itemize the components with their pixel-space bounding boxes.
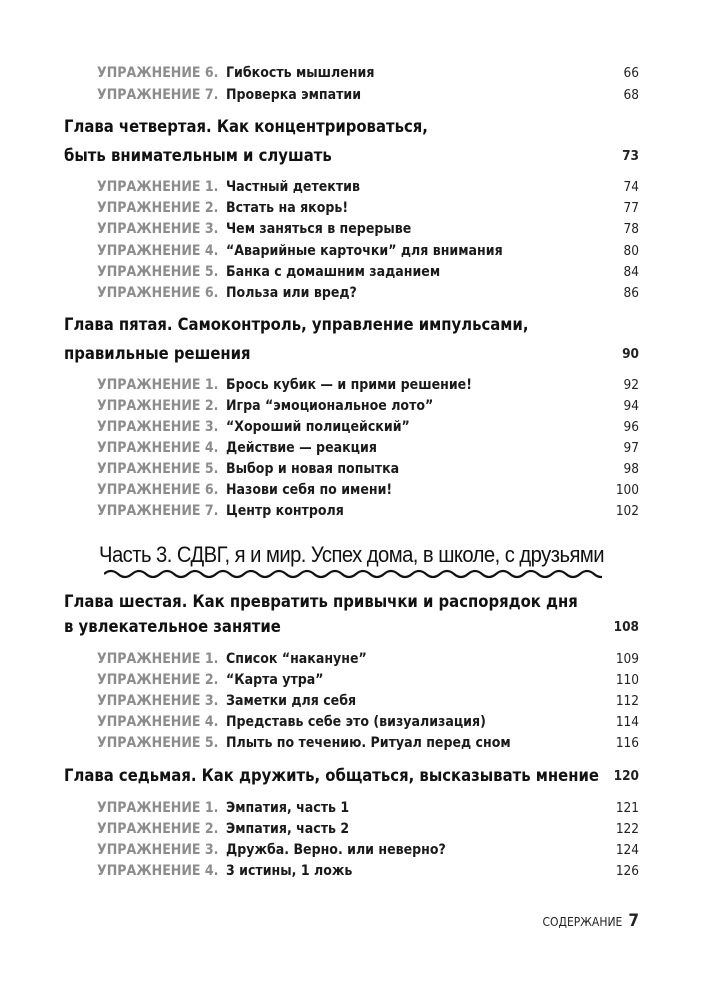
exercise-title: Центр контроля xyxy=(226,503,344,519)
page-ref: 78 xyxy=(623,221,639,237)
exercise-title: Заметки для себя xyxy=(226,693,357,709)
exercise-title: Дружба. Верно. или неверно? xyxy=(226,842,446,858)
chapter-heading xyxy=(0,314,703,336)
exercise-title: Брось кубик — и прими решение! xyxy=(226,377,472,393)
exercise-title: Польза или вред? xyxy=(226,285,357,301)
exercise-title: Чем заняться в перерыве xyxy=(226,221,412,237)
page-ref: 124 xyxy=(615,842,639,858)
page-ref: 110 xyxy=(615,672,639,688)
exercise-entry xyxy=(0,240,703,262)
page-ref: 116 xyxy=(615,735,639,751)
exercise-label: УПРАЖНЕНИЕ 7. xyxy=(97,87,219,103)
exercise-entry xyxy=(0,416,703,438)
exercise-entry xyxy=(0,176,703,198)
exercise-entry xyxy=(0,860,703,882)
exercise-entry xyxy=(0,374,703,396)
exercise-label: УПРАЖНЕНИЕ 3. xyxy=(97,842,219,858)
exercise-label: УПРАЖНЕНИЕ 4. xyxy=(97,714,219,730)
page-ref: 86 xyxy=(623,285,639,301)
exercise-title: Частный детектив xyxy=(226,179,360,195)
exercise-entry xyxy=(0,648,703,670)
exercise-title: Банка с домашним заданием xyxy=(226,264,441,280)
page-ref: 122 xyxy=(615,821,639,837)
chapter-title-line: правильные решения xyxy=(64,344,251,363)
page-ref: 68 xyxy=(623,87,639,103)
exercise-entry xyxy=(0,62,703,84)
exercise-entry xyxy=(0,839,703,861)
exercise-label: УПРАЖНЕНИЕ 5. xyxy=(97,461,219,477)
exercise-entry xyxy=(0,437,703,459)
chapter-heading xyxy=(0,343,703,365)
exercise-entry xyxy=(0,797,703,819)
exercise-title: “Карта утра” xyxy=(226,672,324,688)
exercise-entry xyxy=(0,500,703,522)
exercise-label: УПРАЖНЕНИЕ 6. xyxy=(97,482,219,498)
exercise-entry xyxy=(0,818,703,840)
chapter-heading xyxy=(0,116,703,138)
page-number: 7 xyxy=(628,911,639,931)
chapter-heading xyxy=(0,591,703,613)
page-ref: 98 xyxy=(623,461,639,477)
chapter-title-line: в увлекательное занятие xyxy=(64,617,281,636)
page-ref: 120 xyxy=(613,768,639,784)
exercise-title: Эмпатия, часть 1 xyxy=(226,800,350,816)
exercise-label: УПРАЖНЕНИЕ 5. xyxy=(97,735,219,751)
exercise-title: Назови себя по имени! xyxy=(226,482,393,498)
page-ref: 121 xyxy=(615,800,639,816)
exercise-label: УПРАЖНЕНИЕ 2. xyxy=(97,398,219,414)
page-ref: 80 xyxy=(623,243,639,259)
exercise-entry xyxy=(0,197,703,219)
exercise-title: Список “накануне” xyxy=(226,651,367,667)
exercise-title: “Аварийные карточки” для внимания xyxy=(226,243,503,259)
exercise-title: 3 истины, 1 ложь xyxy=(226,863,353,879)
page-ref: 109 xyxy=(615,651,639,667)
exercise-entry xyxy=(0,395,703,417)
page-ref: 108 xyxy=(613,619,639,635)
chapter-title-line: быть внимательным и слушать xyxy=(64,146,332,165)
chapter-title-line: Глава шестая. Как превратить привычки и распорядок дня xyxy=(64,592,578,611)
exercise-label: УПРАЖНЕНИЕ 1. xyxy=(97,651,219,667)
exercise-label: УПРАЖНЕНИЕ 2. xyxy=(97,200,219,216)
page-ref: 96 xyxy=(623,419,639,435)
part-heading: Часть 3. СДВГ, я и мир. Успех дома, в школе, с друзьями xyxy=(99,542,604,567)
chapter-title-line: Глава седьмая. Как дружить, общаться, высказывать мнение xyxy=(64,766,599,785)
exercise-entry xyxy=(0,479,703,501)
page-ref: 97 xyxy=(623,440,639,456)
exercise-entry xyxy=(0,261,703,283)
exercise-title: “Хороший полицейский” xyxy=(226,419,410,435)
exercise-title: Представь себе это (визуализация) xyxy=(226,714,486,730)
page-ref: 77 xyxy=(623,200,639,216)
exercise-label: УПРАЖНЕНИЕ 1. xyxy=(97,800,219,816)
exercise-title: Эмпатия, часть 2 xyxy=(226,821,350,837)
page-ref: 73 xyxy=(622,148,639,164)
exercise-label: УПРАЖНЕНИЕ 3. xyxy=(97,693,219,709)
chapter-title-line: Глава четвертая. Как концентрироваться, xyxy=(64,117,428,136)
exercise-entry xyxy=(0,218,703,240)
chapter-heading xyxy=(0,765,703,787)
exercise-label: УПРАЖНЕНИЕ 2. xyxy=(97,672,219,688)
exercise-entry xyxy=(0,84,703,106)
exercise-title: Встать на якорь! xyxy=(226,200,349,216)
page-ref: 112 xyxy=(615,693,639,709)
chapter-title-line: Глава пятая. Самоконтроль, управление импульсами, xyxy=(64,315,529,334)
exercise-label: УПРАЖНЕНИЕ 2. xyxy=(97,821,219,837)
exercise-title: Гибкость мышления xyxy=(226,65,375,81)
page-ref: 126 xyxy=(615,863,639,879)
footer-label: СОДЕРЖАНИЕ xyxy=(542,915,623,929)
page-ref: 90 xyxy=(622,346,639,362)
wavy-underline-icon xyxy=(104,568,602,580)
chapter-heading xyxy=(0,145,703,167)
exercise-title: Выбор и новая попытка xyxy=(226,461,400,477)
page-ref: 94 xyxy=(623,398,639,414)
exercise-label: УПРАЖНЕНИЕ 4. xyxy=(97,243,219,259)
exercise-label: УПРАЖНЕНИЕ 1. xyxy=(97,179,219,195)
page-ref: 66 xyxy=(623,65,639,81)
exercise-label: УПРАЖНЕНИЕ 1. xyxy=(97,377,219,393)
chapter-heading xyxy=(0,616,703,638)
exercise-label: УПРАЖНЕНИЕ 4. xyxy=(97,863,219,879)
exercise-label: УПРАЖНЕНИЕ 6. xyxy=(97,65,219,81)
exercise-entry xyxy=(0,282,703,304)
exercise-title: Проверка эмпатии xyxy=(226,87,362,103)
exercise-label: УПРАЖНЕНИЕ 4. xyxy=(97,440,219,456)
exercise-label: УПРАЖНЕНИЕ 7. xyxy=(97,503,219,519)
exercise-entry xyxy=(0,458,703,480)
page-ref: 84 xyxy=(623,264,639,280)
exercise-title: Плыть по течению. Ритуал перед сном xyxy=(226,735,511,751)
exercise-entry xyxy=(0,711,703,733)
page-ref: 114 xyxy=(615,714,639,730)
exercise-entry xyxy=(0,732,703,754)
exercise-entry xyxy=(0,690,703,712)
page-ref: 102 xyxy=(615,503,639,519)
page-ref: 100 xyxy=(615,482,639,498)
exercise-label: УПРАЖНЕНИЕ 6. xyxy=(97,285,219,301)
exercise-label: УПРАЖНЕНИЕ 3. xyxy=(97,221,219,237)
exercise-entry xyxy=(0,669,703,691)
page-ref: 92 xyxy=(623,377,639,393)
exercise-title: Действие — реакция xyxy=(226,440,377,456)
exercise-label: УПРАЖНЕНИЕ 5. xyxy=(97,264,219,280)
exercise-title: Игра “эмоциональное лото” xyxy=(226,398,434,414)
exercise-label: УПРАЖНЕНИЕ 3. xyxy=(97,419,219,435)
page-ref: 74 xyxy=(623,179,639,195)
page-footer xyxy=(543,910,640,932)
